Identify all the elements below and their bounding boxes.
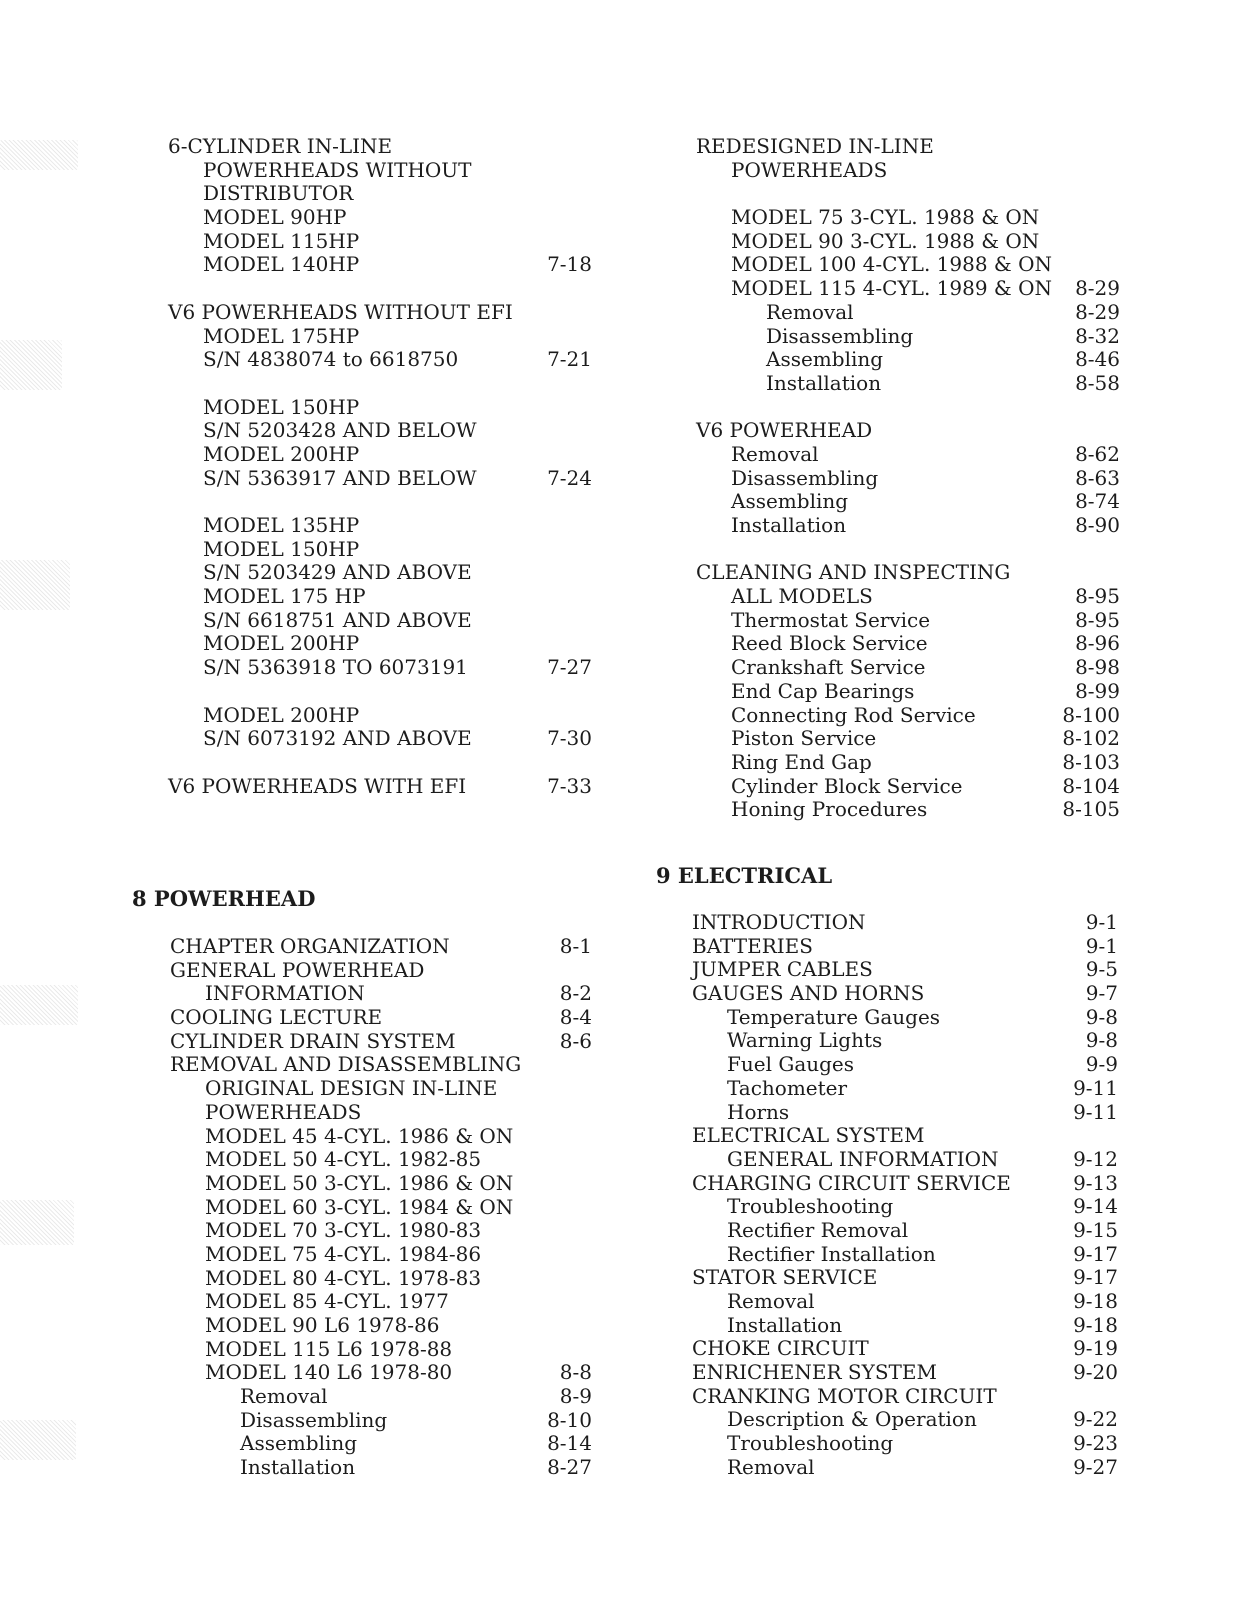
- toc-entry: [168, 182, 592, 206]
- toc-entry-title: Crankshaft Service: [731, 655, 926, 680]
- scan-speckle: [0, 1200, 74, 1245]
- toc-entry: [168, 325, 592, 349]
- toc-entry: [170, 1172, 592, 1196]
- toc-entry: [696, 727, 1120, 751]
- toc-spacer: [168, 680, 592, 704]
- toc-entry-title: CRANKING MOTOR CIRCUIT: [692, 1383, 997, 1408]
- toc-entry-title: MODEL 200HP: [203, 441, 360, 466]
- toc-entry-page: 9-19: [1073, 1336, 1118, 1361]
- toc-entry: [170, 1125, 592, 1149]
- toc-entry-page: 9-11: [1073, 1099, 1118, 1124]
- toc-entry-title: MODEL 45 4-CYL. 1986 & ON: [205, 1123, 514, 1148]
- toc-entry-page: 7-24: [547, 465, 592, 490]
- toc-entry: [696, 467, 1120, 491]
- toc-entry-title: ENRICHENER SYSTEM: [692, 1360, 937, 1385]
- toc-entry-page: 9-18: [1073, 1312, 1118, 1337]
- toc-entry: [696, 514, 1120, 538]
- toc-entry: [170, 1006, 592, 1030]
- toc-entry-page: 9-20: [1073, 1360, 1118, 1385]
- toc-entry-title: Horns: [727, 1099, 790, 1124]
- toc-entry-title: Disassembling: [766, 323, 914, 348]
- toc-entry-title: Piston Service: [731, 726, 877, 751]
- toc-entry-page: 9-18: [1073, 1289, 1118, 1313]
- toc-entry: [696, 585, 1120, 609]
- toc-entry-page: 8-6: [559, 1028, 592, 1053]
- toc-entry: [692, 1337, 1118, 1361]
- toc-entry-title: S/N 5363917 AND BELOW: [203, 465, 477, 490]
- toc-entry-page: 8-9: [559, 1384, 592, 1409]
- toc-entry-page: 8-29: [1075, 276, 1120, 301]
- toc-entry-title: V6 POWERHEADS WITH EFI: [168, 773, 467, 798]
- toc-entry: [692, 1314, 1118, 1338]
- toc-entry-title: ELECTRICAL SYSTEM: [692, 1123, 925, 1148]
- toc-entry-title: MODEL 50 4-CYL. 1982-85: [205, 1147, 482, 1172]
- toc-spacer: [696, 538, 1120, 562]
- toc-entry: [168, 467, 592, 491]
- toc-entry-title: Honing Procedures: [731, 797, 928, 822]
- toc-entry-page: 8-58: [1075, 370, 1120, 395]
- toc-entry: [168, 514, 592, 538]
- toc-entry: [168, 561, 592, 585]
- toc-entry-title: Fuel Gauges: [727, 1052, 855, 1077]
- toc-entry-title: CHOKE CIRCUIT: [692, 1336, 869, 1361]
- toc-entry-title: Assembling: [240, 1431, 358, 1456]
- toc-left-top: [168, 135, 592, 798]
- toc-entry-title: CYLINDER DRAIN SYSTEM: [170, 1028, 456, 1053]
- toc-entry-title: POWERHEADS: [731, 157, 888, 182]
- toc-entry-title: Assembling: [731, 489, 849, 514]
- toc-entry: [168, 704, 592, 728]
- toc-entry-title: Troubleshooting: [727, 1431, 894, 1456]
- toc-entry-title: MODEL 140 L6 1978-80: [205, 1360, 453, 1385]
- toc-entry: [696, 348, 1120, 372]
- toc-entry-title: Removal: [240, 1384, 328, 1409]
- toc-entry: [692, 1290, 1118, 1314]
- scan-speckle: [0, 1420, 76, 1460]
- toc-entry-page: 8-32: [1075, 323, 1120, 348]
- toc-entry-page: 8-102: [1062, 726, 1120, 751]
- toc-entry-page: 9-7: [1085, 981, 1118, 1006]
- toc-entry: [696, 656, 1120, 680]
- toc-entry-page: 9-27: [1073, 1454, 1118, 1479]
- toc-entry: [170, 1077, 592, 1101]
- toc-entry-page: 8-98: [1075, 655, 1120, 680]
- toc-entry-title: INTRODUCTION: [692, 910, 866, 934]
- toc-entry-title: MODEL 90 3-CYL. 1988 & ON: [731, 228, 1040, 253]
- toc-entry-title: Disassembling: [731, 465, 879, 490]
- toc-entry-page: 7-27: [547, 655, 592, 680]
- toc-spacer: [168, 751, 592, 775]
- toc-entry-page: 8-10: [547, 1407, 592, 1432]
- toc-entry-page: 8-96: [1075, 631, 1120, 656]
- toc-entry: [168, 632, 592, 656]
- toc-entry-page: 9-15: [1073, 1217, 1118, 1242]
- toc-entry: [692, 1432, 1118, 1456]
- toc-spacer: [696, 396, 1120, 420]
- toc-entry-page: 8-90: [1075, 513, 1120, 537]
- scan-speckle: [0, 985, 78, 1025]
- toc-entry-page: 9-8: [1085, 1004, 1118, 1029]
- toc-entry-page: 8-100: [1062, 702, 1120, 727]
- toc-entry: [170, 1101, 592, 1125]
- toc-entry-title: MODEL 50 3-CYL. 1986 & ON: [205, 1170, 514, 1195]
- toc-entry-title: Description & Operation: [727, 1407, 977, 1432]
- toc-entry-title: MODEL 200HP: [203, 631, 360, 656]
- toc-entry-title: Removal: [727, 1454, 815, 1479]
- toc-entry: [170, 1409, 592, 1433]
- toc-entry: [692, 1053, 1118, 1077]
- toc-entry-title: MODEL 200HP: [203, 702, 360, 727]
- toc-entry-page: 9-17: [1073, 1241, 1118, 1266]
- toc-entry-title: MODEL 135HP: [203, 513, 360, 537]
- toc-entry-title: MODEL 85 4-CYL. 1977: [205, 1289, 449, 1314]
- toc-entry-title: REMOVAL AND DISASSEMBLING: [170, 1052, 522, 1077]
- toc-entry: [696, 301, 1120, 325]
- toc-entry: [168, 775, 592, 799]
- toc-entry-page: 9-1: [1085, 933, 1118, 958]
- toc-entry-title: Connecting Rod Service: [731, 702, 976, 727]
- toc-entry: [696, 419, 1120, 443]
- toc-entry-title: Cylinder Block Service: [731, 773, 963, 798]
- toc-entry-page: 8-104: [1062, 773, 1120, 798]
- toc-entry-title: COOLING LECTURE: [170, 1005, 383, 1030]
- toc-entry-title: S/N 5363918 TO 6073191: [203, 655, 468, 680]
- toc-section-8: [170, 935, 592, 1480]
- toc-entry: [170, 959, 592, 983]
- toc-entry-page: 9-22: [1073, 1407, 1118, 1432]
- toc-entry: [170, 1456, 592, 1480]
- toc-entry-title: MODEL 140HP: [203, 252, 360, 277]
- toc-entry-title: Troubleshooting: [727, 1194, 894, 1219]
- toc-entry: [170, 1432, 592, 1456]
- toc-entry: [692, 1243, 1118, 1267]
- toc-entry: [692, 1219, 1118, 1243]
- toc-entry: [696, 135, 1120, 159]
- toc-entry-title: MODEL 75 4-CYL. 1984-86: [205, 1241, 482, 1266]
- toc-entry-page: 8-105: [1062, 797, 1120, 822]
- toc-entry: [168, 348, 592, 372]
- toc-spacer: [168, 372, 592, 396]
- toc-entry: [692, 1361, 1118, 1385]
- toc-entry: [168, 419, 592, 443]
- section-heading-8: 8 POWERHEAD: [132, 886, 316, 911]
- toc-entry-title: MODEL 115HP: [203, 228, 360, 253]
- toc-entry: [696, 325, 1120, 349]
- toc-entry: [696, 372, 1120, 396]
- toc-entry-title: 6-CYLINDER IN-LINE: [168, 134, 393, 158]
- toc-entry: [168, 301, 592, 325]
- toc-entry: [170, 1243, 592, 1267]
- toc-entry-page: 8-74: [1075, 489, 1120, 514]
- toc-entry: [170, 1314, 592, 1338]
- toc-entry-page: 8-8: [559, 1360, 592, 1385]
- toc-entry-title: CLEANING AND INSPECTING: [696, 560, 1011, 585]
- toc-entry-page: 8-62: [1075, 441, 1120, 466]
- toc-entry-title: Ring End Gap: [731, 749, 872, 774]
- toc-spacer: [696, 182, 1120, 206]
- toc-entry: [696, 443, 1120, 467]
- toc-entry-title: REDESIGNED IN-LINE: [696, 134, 934, 158]
- toc-entry-title: Installation: [731, 513, 847, 537]
- toc-entry: [170, 1361, 592, 1385]
- toc-entry: [168, 443, 592, 467]
- toc-entry-title: MODEL 80 4-CYL. 1978-83: [205, 1265, 482, 1290]
- toc-entry-title: Reed Block Service: [731, 631, 928, 656]
- toc-entry: [170, 982, 592, 1006]
- toc-entry-page: 9-9: [1085, 1052, 1118, 1077]
- toc-entry-title: JUMPER CABLES: [692, 957, 873, 982]
- toc-entry: [168, 585, 592, 609]
- toc-entry-title: MODEL 150HP: [203, 394, 360, 419]
- toc-entry: [168, 538, 592, 562]
- toc-entry-page: 8-2: [559, 981, 592, 1006]
- toc-entry: [692, 935, 1118, 959]
- toc-entry-title: GAUGES AND HORNS: [692, 981, 925, 1006]
- toc-entry-title: Temperature Gauges: [727, 1004, 941, 1029]
- toc-entry-title: GENERAL INFORMATION: [727, 1146, 999, 1171]
- toc-entry-title: Removal: [731, 441, 819, 466]
- toc-entry-title: End Cap Bearings: [731, 678, 915, 703]
- toc-entry-page: 7-18: [547, 252, 592, 277]
- toc-entry: [170, 1267, 592, 1291]
- toc-entry-title: Assembling: [766, 347, 884, 372]
- toc-entry-title: S/N 5203429 AND ABOVE: [203, 560, 472, 585]
- toc-entry: [170, 1338, 592, 1362]
- toc-entry: [696, 775, 1120, 799]
- toc-entry: [692, 1101, 1118, 1125]
- toc-entry-title: Rectifier Installation: [727, 1241, 936, 1266]
- toc-entry-page: 9-14: [1073, 1194, 1118, 1219]
- scan-speckle: [0, 340, 62, 390]
- toc-entry-title: Removal: [766, 299, 854, 324]
- toc-entry: [696, 230, 1120, 254]
- toc-entry: [168, 135, 592, 159]
- toc-entry: [168, 656, 592, 680]
- toc-entry-title: MODEL 90HP: [203, 205, 347, 230]
- toc-entry-title: Thermostat Service: [731, 607, 931, 632]
- toc-entry-page: 8-29: [1075, 299, 1120, 324]
- toc-entry: [168, 253, 592, 277]
- toc-entry: [692, 982, 1118, 1006]
- toc-entry-title: MODEL 70 3-CYL. 1980-83: [205, 1218, 482, 1243]
- toc-entry: [168, 206, 592, 230]
- toc-entry: [170, 1219, 592, 1243]
- toc-entry-page: 9-23: [1073, 1431, 1118, 1456]
- toc-entry-title: Rectifier Removal: [727, 1217, 909, 1242]
- toc-entry: [170, 1053, 592, 1077]
- toc-entry-title: GENERAL POWERHEAD: [170, 957, 425, 982]
- toc-entry: [692, 1029, 1118, 1053]
- toc-entry-title: STATOR SERVICE: [692, 1265, 878, 1290]
- toc-entry-title: MODEL 60 3-CYL. 1984 & ON: [205, 1194, 514, 1219]
- toc-entry: [170, 1196, 592, 1220]
- toc-entry: [168, 727, 592, 751]
- toc-entry: [696, 159, 1120, 183]
- scan-speckle: [0, 560, 70, 610]
- toc-entry-title: ORIGINAL DESIGN IN-LINE: [205, 1076, 498, 1101]
- toc-entry-title: CHARGING CIRCUIT SERVICE: [692, 1170, 1011, 1195]
- toc-entry: [696, 751, 1120, 775]
- toc-entry-title: MODEL 175HP: [203, 323, 360, 348]
- toc-entry-title: V6 POWERHEAD: [696, 418, 873, 443]
- toc-entry: [696, 798, 1120, 822]
- toc-entry: [692, 1148, 1118, 1172]
- toc-entry-title: POWERHEADS WITHOUT: [203, 157, 472, 182]
- toc-entry-title: Disassembling: [240, 1407, 388, 1432]
- toc-entry-title: S/N 6073192 AND ABOVE: [203, 726, 472, 751]
- toc-entry: [168, 159, 592, 183]
- toc-entry: [692, 1124, 1118, 1148]
- toc-entry-title: S/N 4838074 to 6618750: [203, 347, 459, 372]
- toc-entry-page: 8-95: [1075, 607, 1120, 632]
- toc-entry-page: 8-95: [1075, 584, 1120, 609]
- toc-entry-page: 8-27: [547, 1455, 592, 1480]
- toc-entry-title: Tachometer: [727, 1075, 848, 1100]
- toc-entry-title: Installation: [240, 1455, 356, 1480]
- toc-entry-title: S/N 6618751 AND ABOVE: [203, 607, 472, 632]
- toc-entry-page: 9-1: [1085, 910, 1118, 934]
- toc-entry-title: Installation: [766, 370, 882, 395]
- toc-right-top: [696, 135, 1120, 822]
- toc-entry: [696, 253, 1120, 277]
- toc-entry: [168, 396, 592, 420]
- toc-entry: [692, 958, 1118, 982]
- toc-entry-page: 8-103: [1062, 749, 1120, 774]
- toc-entry: [692, 1172, 1118, 1196]
- toc-entry-title: Warning Lights: [727, 1028, 883, 1053]
- toc-entry: [696, 206, 1120, 230]
- toc-entry-page: 9-12: [1073, 1146, 1118, 1171]
- toc-entry: [168, 609, 592, 633]
- toc-entry-page: 8-14: [547, 1431, 592, 1456]
- toc-spacer: [168, 490, 592, 514]
- toc-entry-title: CHAPTER ORGANIZATION: [170, 934, 450, 958]
- toc-entry-title: Removal: [727, 1289, 815, 1313]
- toc-entry-page: 8-46: [1075, 347, 1120, 372]
- toc-entry-page: 8-1: [559, 934, 592, 958]
- toc-entry-title: MODEL 75 3-CYL. 1988 & ON: [731, 205, 1040, 230]
- toc-entry-page: 9-17: [1073, 1265, 1118, 1290]
- toc-section-9: [692, 911, 1118, 1480]
- toc-entry: [696, 704, 1120, 728]
- toc-entry-page: 7-33: [547, 773, 592, 798]
- toc-entry: [696, 632, 1120, 656]
- toc-entry: [692, 1385, 1118, 1409]
- toc-entry-title: V6 POWERHEADS WITHOUT EFI: [168, 299, 513, 324]
- toc-entry-page: 8-63: [1075, 465, 1120, 490]
- toc-entry: [170, 1030, 592, 1054]
- toc-entry: [170, 1148, 592, 1172]
- toc-entry: [692, 1408, 1118, 1432]
- toc-entry-page: 9-5: [1085, 957, 1118, 982]
- toc-entry: [696, 490, 1120, 514]
- toc-entry-title: ALL MODELS: [731, 584, 873, 609]
- toc-entry-page: 8-99: [1075, 678, 1120, 703]
- toc-entry: [170, 1290, 592, 1314]
- toc-entry: [696, 561, 1120, 585]
- toc-entry-title: MODEL 150HP: [203, 536, 360, 561]
- toc-entry-title: S/N 5203428 AND BELOW: [203, 418, 477, 443]
- scan-speckle: [0, 140, 78, 170]
- toc-entry-title: MODEL 175 HP: [203, 584, 366, 609]
- toc-entry: [692, 1077, 1118, 1101]
- toc-entry-title: POWERHEADS: [205, 1099, 362, 1124]
- toc-entry-title: MODEL 115 4-CYL. 1989 & ON: [731, 276, 1052, 301]
- toc-entry-page: 9-13: [1073, 1170, 1118, 1195]
- toc-entry-page: 9-8: [1085, 1028, 1118, 1053]
- toc-entry: [692, 1266, 1118, 1290]
- toc-entry-page: 9-11: [1073, 1075, 1118, 1100]
- toc-entry-title: DISTRIBUTOR: [203, 181, 354, 206]
- toc-entry-page: 8-4: [559, 1005, 592, 1030]
- toc-spacer: [168, 277, 592, 301]
- toc-entry-title: INFORMATION: [205, 981, 365, 1006]
- toc-entry: [170, 935, 592, 959]
- section-heading-9: 9 ELECTRICAL: [656, 863, 833, 888]
- toc-entry: [696, 609, 1120, 633]
- toc-entry: [692, 1195, 1118, 1219]
- toc-entry: [696, 680, 1120, 704]
- toc-entry: [170, 1385, 592, 1409]
- toc-entry-title: MODEL 100 4-CYL. 1988 & ON: [731, 252, 1052, 277]
- toc-entry-page: 7-21: [547, 347, 592, 372]
- toc-entry: [696, 277, 1120, 301]
- toc-entry: [692, 911, 1118, 935]
- toc-entry-title: MODEL 90 L6 1978-86: [205, 1313, 440, 1337]
- toc-entry-title: BATTERIES: [692, 933, 813, 958]
- toc-entry: [168, 230, 592, 254]
- toc-entry-title: MODEL 115 L6 1978-88: [205, 1336, 453, 1361]
- toc-entry: [692, 1006, 1118, 1030]
- toc-entry-page: 7-30: [547, 726, 592, 751]
- toc-entry: [692, 1456, 1118, 1480]
- toc-entry-title: Installation: [727, 1312, 843, 1337]
